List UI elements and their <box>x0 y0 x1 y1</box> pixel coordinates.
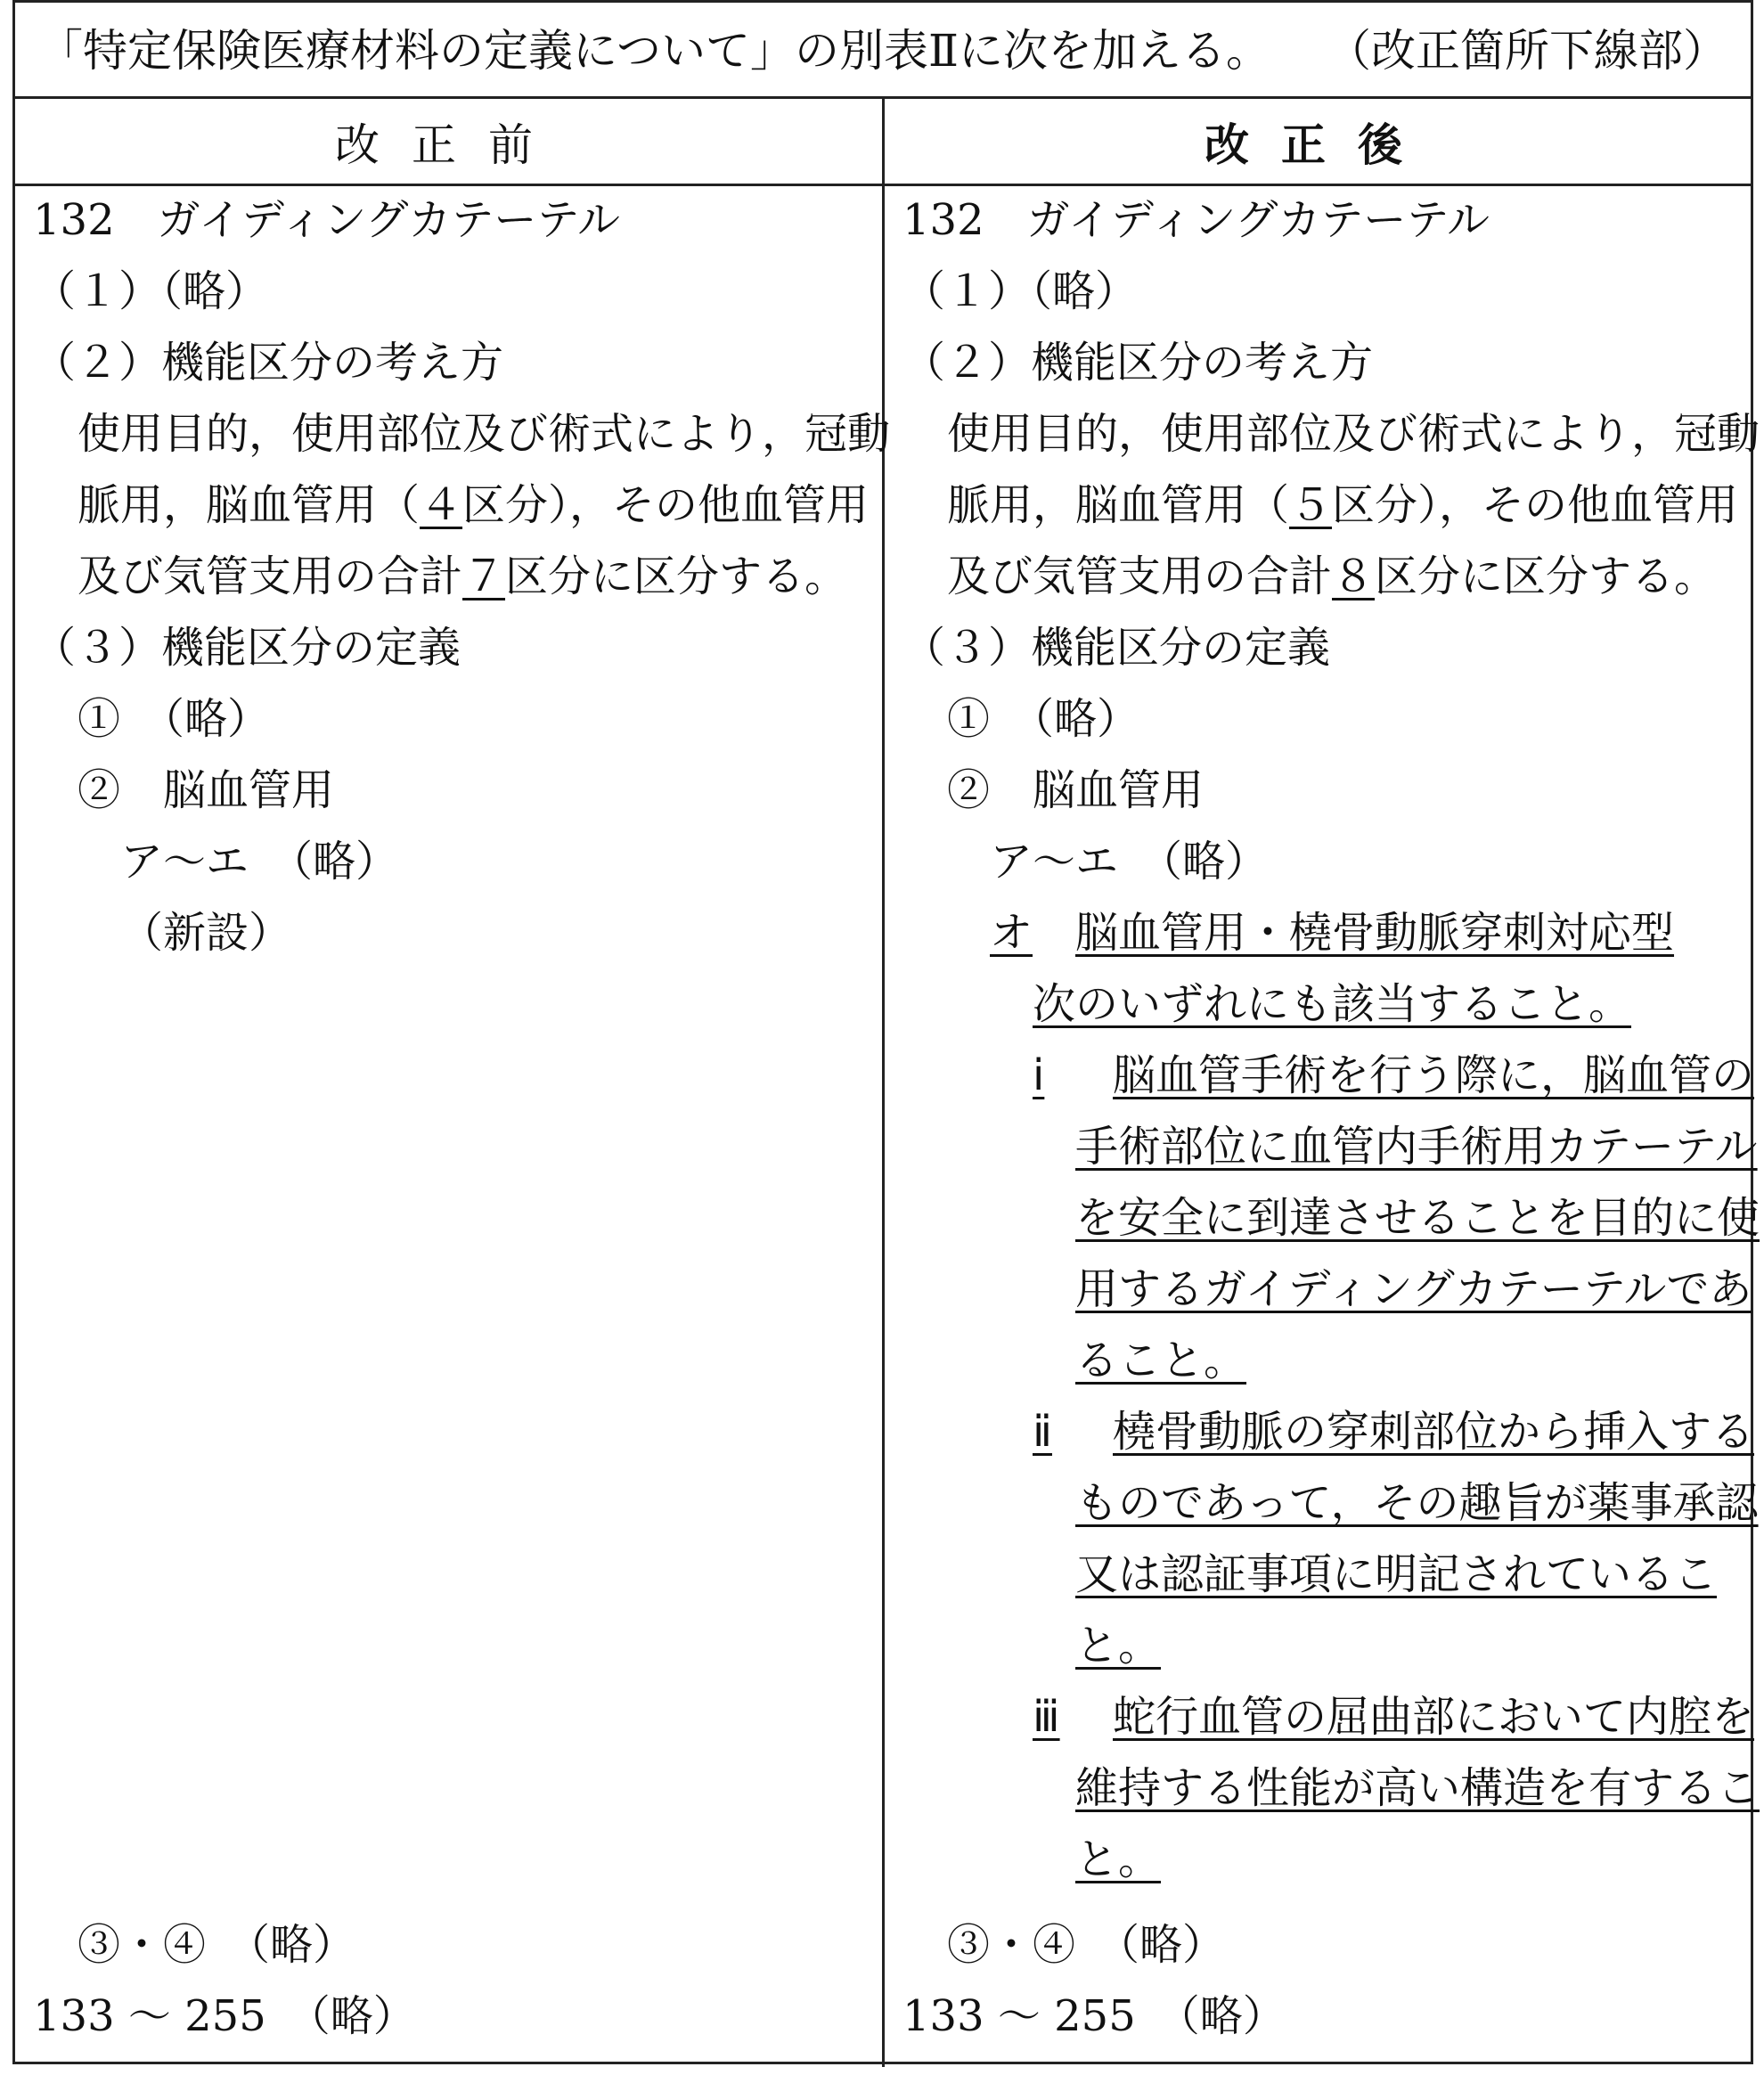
after-ii-line: 橈骨動脈の穿刺部位から挿入する <box>1113 1407 1755 1457</box>
before-p2-line2-b: 区分），その他血管用 <box>462 480 870 530</box>
after-iii-line: と。 <box>1075 1834 1162 1884</box>
before-column-header: 改正前 <box>335 118 565 171</box>
comparison-table <box>12 0 1760 2064</box>
before-category-count: ４ <box>420 480 463 530</box>
before-item-title: 132 ガイディングカテーテル <box>33 195 620 245</box>
after-o-label: オ <box>990 908 1033 958</box>
after-o-lead: 次のいずれにも該当すること。 <box>1033 979 1632 1029</box>
after-p2-line3 <box>947 550 1717 603</box>
before-c2-ae: ア～エ （略） <box>120 837 399 886</box>
before-p3: （３）機能区分の定義 <box>33 623 461 673</box>
table-title: 「特定保険医療材料の定義について」の別表Ⅱに次を加える。 <box>38 25 1270 77</box>
after-p3: （３）機能区分の定義 <box>902 623 1331 673</box>
before-range: 133 ～ 255 （略） <box>33 1991 416 2041</box>
before-p2-line2-a: 脈用，脳血管用（ <box>78 480 421 530</box>
before-p2-line3 <box>78 550 847 603</box>
before-new-note: （新設） <box>120 908 292 958</box>
table-title-row <box>15 3 1751 99</box>
after-column <box>885 186 1760 2057</box>
before-p2: （２）機能区分の考え方 <box>33 338 504 388</box>
before-p1: （１）（略） <box>33 266 269 316</box>
after-range: 133 ～ 255 （略） <box>902 1991 1286 2041</box>
after-i-line: 手術部位に血管内手術用カテーテル <box>1075 1122 1758 1172</box>
after-c2: ② 脳血管用 <box>947 765 1205 815</box>
after-iii-label: ⅲ <box>1033 1692 1060 1742</box>
after-o-title: 脳血管用・橈骨動脈穿刺対応型 <box>1075 908 1675 958</box>
after-p2: （２）機能区分の考え方 <box>902 338 1374 388</box>
after-p1: （１）（略） <box>902 266 1139 316</box>
before-p2-line1: 使用目的，使用部位及び術式により，冠動 <box>78 409 891 459</box>
before-c1: ① （略） <box>78 694 271 744</box>
after-p2-line2-b: 区分），その他血管用 <box>1332 480 1739 530</box>
after-p2-line1: 使用目的，使用部位及び術式により，冠動 <box>947 409 1760 459</box>
after-ii-line: 又は認証事項に明記されているこ <box>1075 1549 1718 1599</box>
before-p2-line3-b: 区分に区分する。 <box>505 551 848 601</box>
after-p2-line3-b: 区分に区分する。 <box>1375 551 1718 601</box>
after-i-line: を安全に到達させることを目的に使 <box>1075 1193 1760 1243</box>
after-i-label: ⅰ <box>1033 1050 1045 1100</box>
after-p2-line3-a: 及び気管支用の合計 <box>947 551 1333 601</box>
before-c2: ② 脳血管用 <box>78 765 335 815</box>
after-i-line: 用するガイディングカテーテルであ <box>1075 1264 1752 1314</box>
after-p2-line2-a: 脈用，脳血管用（ <box>947 480 1290 530</box>
after-i-line: 脳血管手術を行う際に，脳血管の <box>1113 1050 1755 1100</box>
after-total-count: ８ <box>1332 551 1376 601</box>
after-ii-label: ⅱ <box>1033 1407 1052 1457</box>
after-c2-ae: ア～エ （略） <box>990 837 1269 886</box>
before-total-count: ７ <box>462 551 506 601</box>
after-i-line: ること。 <box>1075 1336 1247 1385</box>
after-iii-line: 蛇行血管の屈曲部において内腔を <box>1113 1692 1755 1742</box>
after-p2-line2 <box>947 478 1738 532</box>
before-p2-line2 <box>78 478 869 532</box>
after-item-title: 132 ガイディングカテーテル <box>902 195 1490 245</box>
revision-note: （改正箇所下線部） <box>1327 25 1727 77</box>
before-p2-line3-a: 及び気管支用の合計 <box>78 551 463 601</box>
after-c34: ③・④ （略） <box>947 1920 1226 1970</box>
after-iii-line: 維持する性能が高い構造を有するこ <box>1075 1763 1760 1813</box>
before-column <box>15 186 891 2057</box>
before-c34: ③・④ （略） <box>78 1920 356 1970</box>
after-ii-line: と。 <box>1075 1621 1162 1671</box>
after-ii-line: ものであって，その趣旨が薬事承認 <box>1075 1478 1759 1528</box>
after-c1: ① （略） <box>947 694 1140 744</box>
after-category-count: ５ <box>1289 480 1333 530</box>
after-column-header: 改正後 <box>1205 118 1434 171</box>
